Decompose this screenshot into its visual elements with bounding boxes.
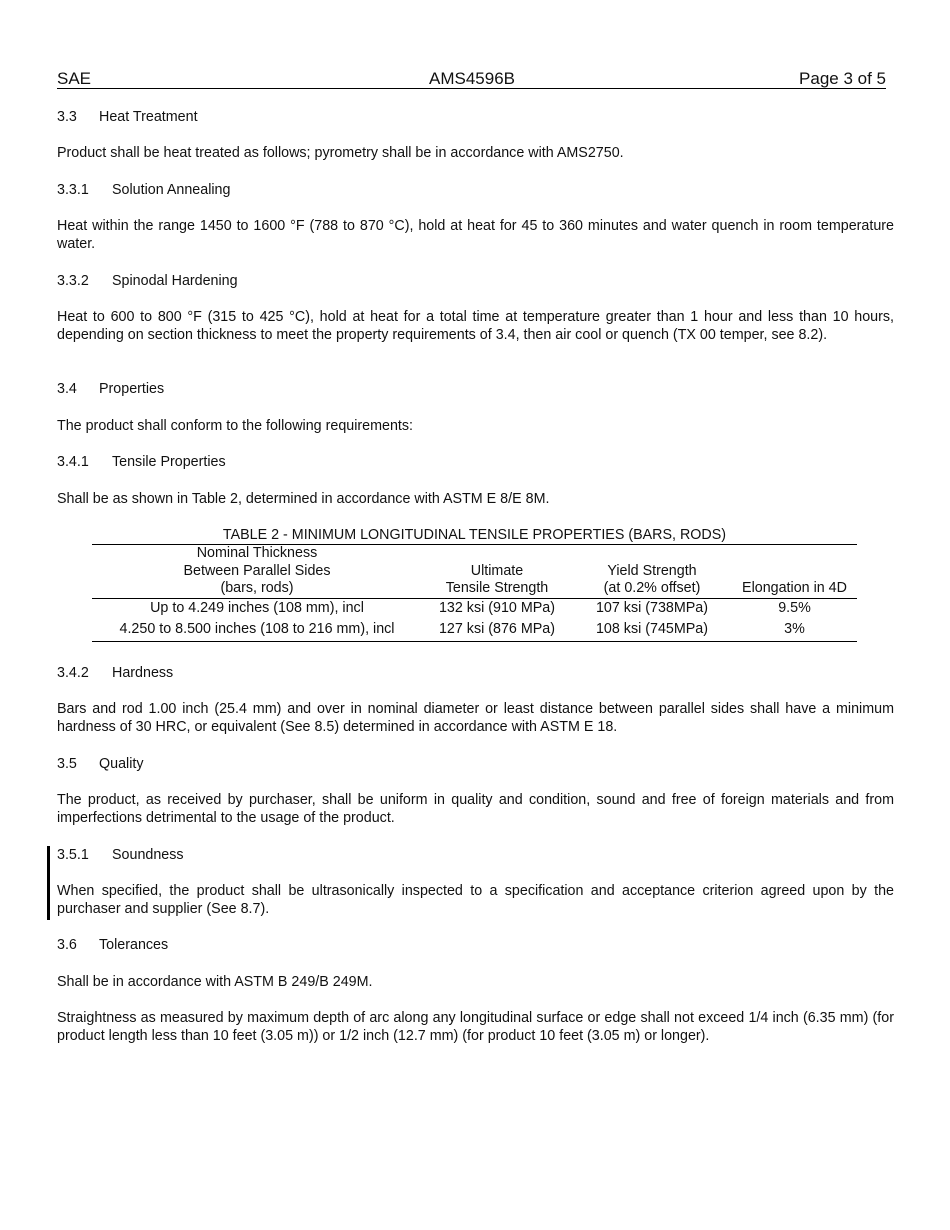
section-heading-3-3: [57, 108, 894, 126]
paragraph-3-3: Product shall be heat treated as follows; pyrometry shall be in accordance with AMS2750.: [57, 145, 624, 161]
table-cell: 108 ksi (745MPa): [595, 621, 709, 638]
section-number: 3.4: [57, 381, 77, 397]
table-caption: TABLE 2 - MINIMUM LONGITUDINAL TENSILE PROPERTIES (BARS, RODS): [222, 527, 727, 543]
table-cell: 107 ksi (738MPa): [595, 600, 709, 617]
column-header-thickness: Nominal Thickness Between Parallel Sides (bars, rods): [183, 545, 331, 596]
table-cell: 3%: [784, 621, 805, 638]
section-number: 3.5.1: [57, 847, 89, 863]
header-publisher: SAE: [57, 69, 92, 88]
page-header: [57, 69, 886, 89]
section-heading-3-5-1: [57, 846, 894, 864]
section-number: 3.3: [57, 109, 77, 125]
section-heading-3-3-2: [57, 272, 894, 290]
table-header-row: [92, 545, 857, 599]
paragraph-3-4-1: Shall be as shown in Table 2, determined in accordance with ASTM E 8/E 8M.: [57, 491, 550, 507]
section-title: Quality: [99, 756, 144, 772]
section-heading-3-5: [57, 755, 894, 773]
section-title: Tolerances: [99, 937, 169, 953]
section-title: Soundness: [112, 847, 184, 863]
tensile-properties-table: [92, 544, 857, 642]
section-number: 3.5: [57, 756, 77, 772]
section-title: Solution Annealing: [112, 182, 231, 198]
section-heading-3-4: [57, 380, 894, 398]
section-number: 3.3.2: [57, 273, 89, 289]
section-title: Spinodal Hardening: [112, 273, 238, 289]
section-title: Heat Treatment: [99, 109, 198, 125]
paragraph-3-3-2: Heat to 600 to 800 °F (315 to 425 °C), hold at heat for a total time at temperature greater than 1 hour and less than 10 hours, depending on section thickness to meet the property requirements of 3.4, then air cool or quench (TX 00 temper, see 8.2).: [57, 309, 894, 343]
header-doc-number: AMS4596B: [429, 69, 515, 88]
section-title: Properties: [99, 381, 165, 397]
section-heading-3-4-2: [57, 664, 894, 682]
paragraph-3-4-2: Bars and rod 1.00 inch (25.4 mm) and over in nominal diameter or least distance between parallel sides shall have a minimum hardness of 30 HRC, or equivalent (See 8.5) determined in accordance with ASTM E 18.: [57, 701, 894, 735]
table-row: [92, 620, 857, 642]
column-header-yield-strength: Yield Strength (at 0.2% offset): [603, 562, 701, 596]
section-number: 3.3.1: [57, 182, 89, 198]
table-cell: 132 ksi (910 MPa): [438, 600, 555, 617]
revision-change-bar: [47, 846, 50, 920]
paragraph-3-6-b: Straightness as measured by maximum depth of arc along any longitudinal surface or edge shall not exceed 1/4 inch (6.35 mm) (for product length less than 10 feet (3.05 m)) or 1/2 inch (12.7 mm) (for product 10 feet (3.05 m) or longer).: [57, 1010, 894, 1044]
table-cell: Up to 4.249 inches (108 mm), incl: [150, 600, 364, 617]
section-title: Hardness: [112, 665, 174, 681]
section-number: 3.4.1: [57, 454, 89, 470]
table-cell: 4.250 to 8.500 inches (108 to 216 mm), incl: [119, 621, 395, 638]
table-cell: 9.5%: [778, 600, 811, 617]
section-title: Tensile Properties: [112, 454, 226, 470]
paragraph-3-5: The product, as received by purchaser, shall be uniform in quality and condition, sound and free of foreign materials and from imperfections detrimental to the usage of the product.: [57, 792, 894, 826]
paragraph-3-6-a: Shall be in accordance with ASTM B 249/B 249M.: [57, 974, 373, 990]
column-header-elongation: Elongation in 4D: [742, 580, 847, 596]
table-cell: 127 ksi (876 MPa): [438, 621, 555, 638]
section-number: 3.4.2: [57, 665, 89, 681]
paragraph-3-3-1: Heat within the range 1450 to 1600 °F (788 to 870 °C), hold at heat for 45 to 360 minutes and water quench in room temperature water.: [57, 218, 894, 252]
paragraph-3-5-1: When specified, the product shall be ultrasonically inspected to a specification and acceptance criterion agreed upon by the purchaser and supplier (See 8.7).: [57, 883, 894, 917]
table-row: [92, 598, 857, 620]
section-heading-3-4-1: [57, 453, 894, 471]
section-heading-3-6: [57, 936, 894, 954]
section-number: 3.6: [57, 937, 77, 953]
column-header-tensile-strength: Ultimate Tensile Strength: [445, 562, 549, 596]
paragraph-3-4: The product shall conform to the following requirements:: [57, 418, 414, 434]
header-page-number: Page 3 of 5: [799, 69, 886, 88]
section-heading-3-3-1: [57, 181, 894, 199]
